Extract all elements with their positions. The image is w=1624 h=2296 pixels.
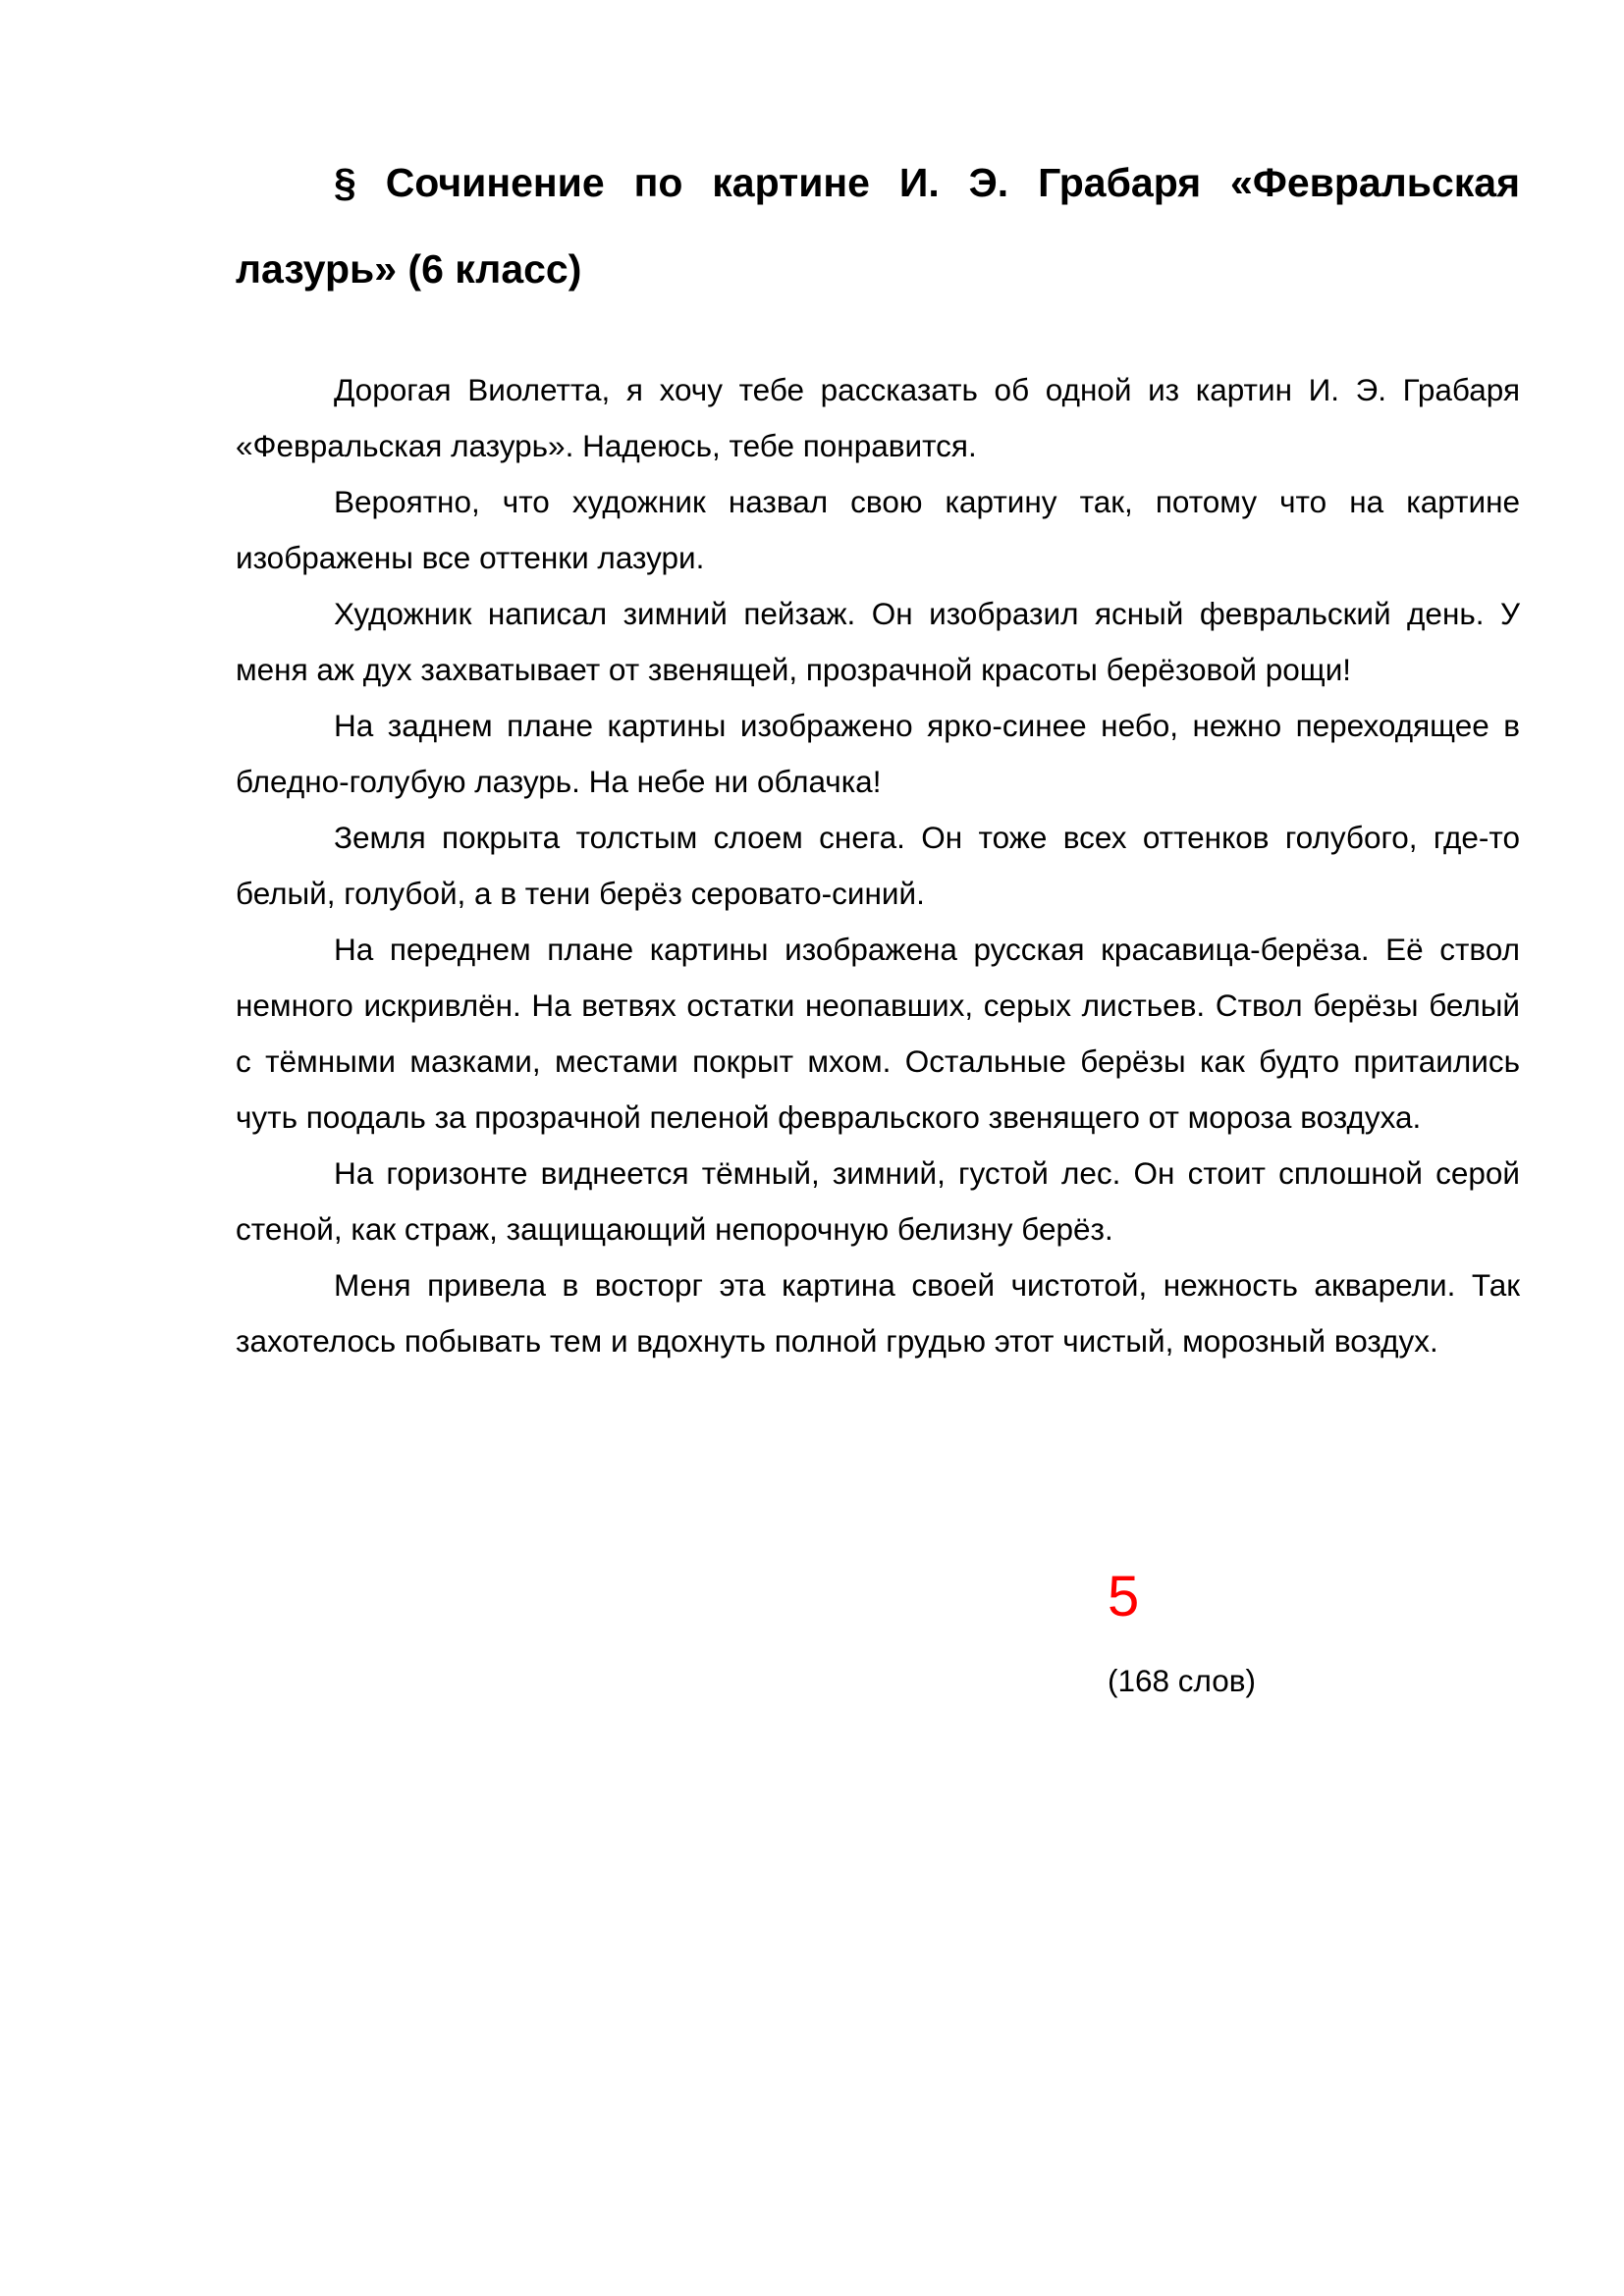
essay-paragraph: Вероятно, что художник назвал свою картину так, потому что на картине изображены все оттенки лазури. <box>236 484 1520 575</box>
essay-paragraph: Дорогая Виолетта, я хочу тебе рассказать об одной из картин И. Э. Грабаря «Февральская лазурь». Надеюсь, тебе понравится. <box>236 372 1520 463</box>
essay-paragraph: Художник написал зимний пейзаж. Он изобразил ясный февральский день. У меня аж дух захватывает от звенящей, прозрачной красоты берёзовой рощи! <box>236 596 1520 687</box>
essay-content <box>236 139 1520 1369</box>
essay-paragraph: Земля покрыта толстым слоем снега. Он тоже всех оттенков голубого, где-то белый, голубой, а в тени берёз серовато-синий. <box>236 820 1520 911</box>
essay-title: § Сочинение по картине И. Э. Грабаря «Февральская лазурь» (6 класс) <box>236 160 1520 292</box>
word-count: (168 слов) <box>1108 1663 1257 1698</box>
essay-paragraph: На переднем плане картины изображена русская красавица-берёза. Её ствол немного искривлён. На ветвях остатки неопавших, серых листьев. Ствол берёзы белый с тёмными мазками, местами покрыт мхом. Остальные берёзы как будто притаились чуть поодаль за прозрачной пеленой февральского звенящего от мороза воздуха. <box>236 932 1520 1135</box>
essay-paragraph: На заднем плане картины изображено ярко-синее небо, нежно переходящее в бледно-голубую лазурь. На небе ни облачка! <box>236 708 1520 799</box>
essay-body <box>236 362 1520 1369</box>
grade-mark: 5 <box>1108 1565 1140 1629</box>
essay-paragraph: На горизонте виднеется тёмный, зимний, густой лес. Он стоит сплошной серой стеной, как страж, защищающий непорочную белизну берёз. <box>236 1155 1520 1247</box>
essay-paragraph: Меня привела в восторг эта картина своей чистотой, нежность акварели. Так захотелось побывать тем и вдохнуть полной грудью этот чистый, морозный воздух. <box>236 1267 1520 1359</box>
